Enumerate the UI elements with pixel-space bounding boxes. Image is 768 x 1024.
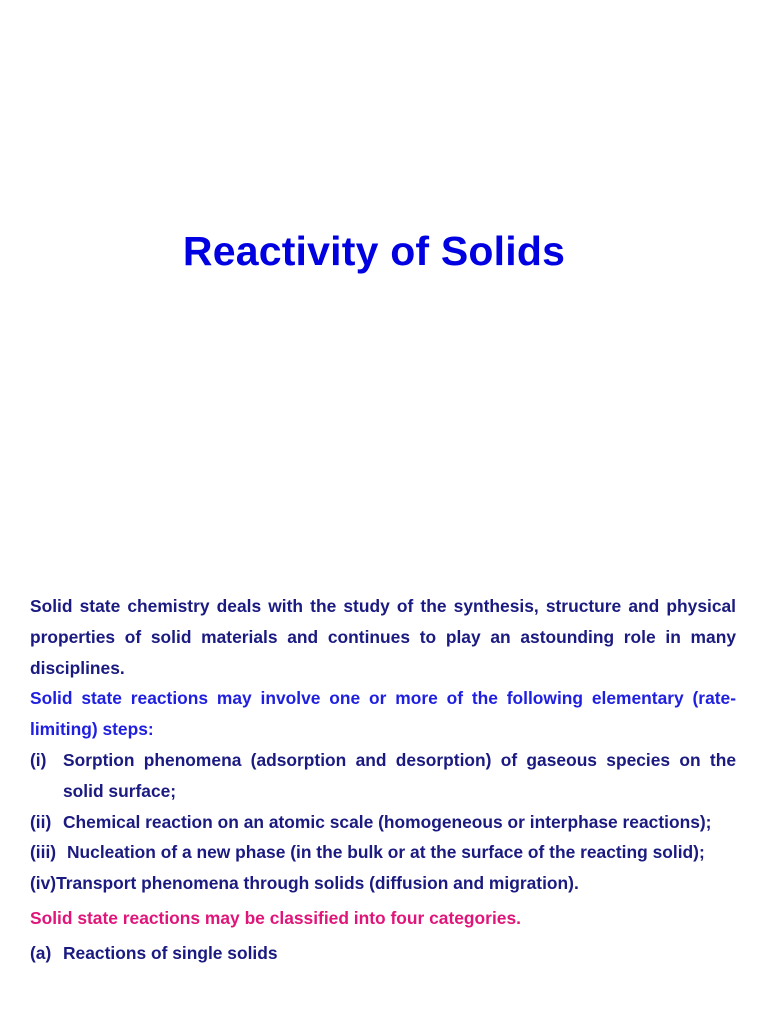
category-item-a [30,938,736,969]
step-item-i [30,745,736,807]
step-text: Chemical reaction on an atomic scale (homogeneous or interphase reactions); [63,811,712,832]
step-item-iii [30,837,736,868]
page-title: Reactivity of Solids [182,228,566,274]
steps-intro-paragraph: Solid state reactions may involve one or more of the following elementary (rate-limiting) steps: [30,688,736,740]
intro-paragraph: Solid state chemistry deals with the study of the synthesis, structure and physical properties of solid materials and continues to play an astounding role in many disciplines. [30,596,736,678]
step-marker: (iii) [30,842,57,863]
document-body [30,591,736,969]
step-marker: (i) [30,749,47,770]
step-marker: (ii) [30,811,52,832]
step-text: Nucleation of a new phase (in the bulk or at the surface of the reacting solid); [67,842,705,863]
step-item-ii [30,807,736,838]
categories-intro: Solid state reactions may be classified into four categories. [30,907,521,928]
category-text: Reactions of single solids [63,942,278,963]
step-text: Sorption phenomena (adsorption and desorption) of gaseous species on the solid surface; [63,749,736,801]
step-item-iv [30,868,736,899]
category-marker: (a) [30,942,52,963]
step-marker: (iv) [30,873,57,894]
step-text: Transport phenomena through solids (diffusion and migration). [56,873,579,894]
